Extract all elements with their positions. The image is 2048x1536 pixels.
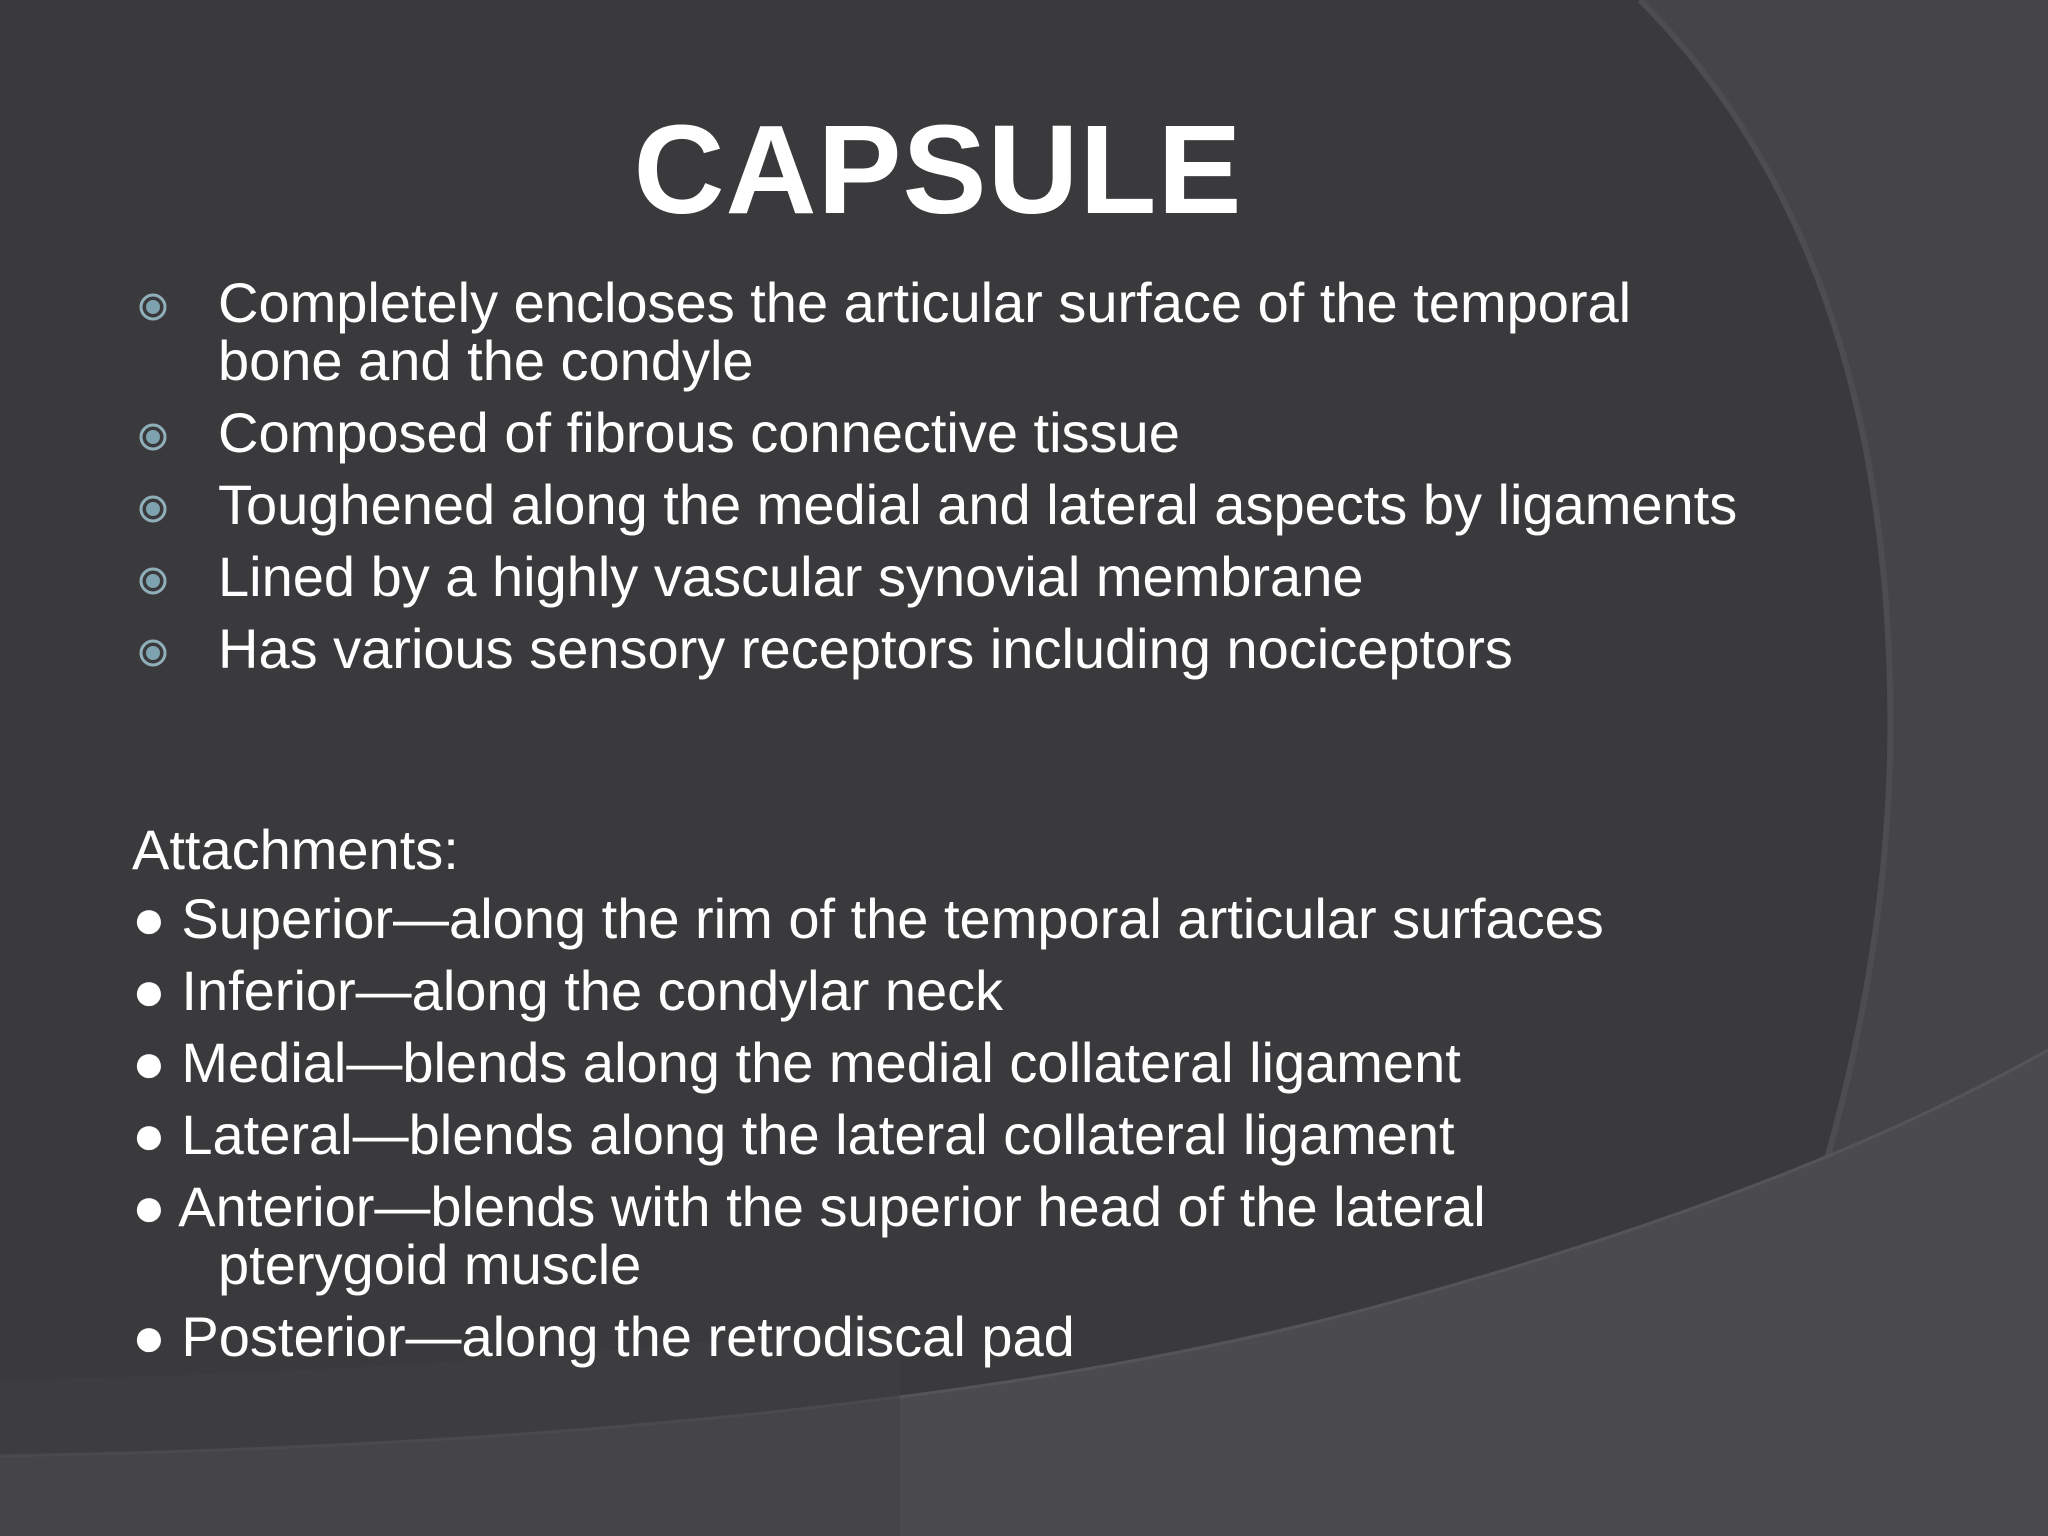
circle-dot-bullet-icon xyxy=(138,638,168,668)
bullet-item xyxy=(130,271,1770,392)
attachment-anterior-line2: pterygoid muscle xyxy=(218,1233,642,1296)
bullet-text: Composed of fibrous connective tissue xyxy=(218,401,1180,464)
circle-dot-bullet-icon xyxy=(138,494,168,524)
attachment-item-lateral: ● Lateral—blends along the lateral collateral ligament xyxy=(132,1103,1455,1166)
bullet-item xyxy=(130,617,1770,680)
bullet-text: Toughened along the medial and lateral aspects by ligaments xyxy=(218,473,1738,536)
attachment-item-posterior: ● Posterior—along the retrodiscal pad xyxy=(132,1305,1075,1368)
attachment-item-anterior xyxy=(132,1175,1772,1296)
circle-dot-bullet-icon xyxy=(138,422,168,452)
attachment-item-inferior: ● Inferior—along the condylar neck xyxy=(132,959,1004,1022)
circle-dot-bullet-icon xyxy=(138,566,168,596)
bullet-item xyxy=(130,401,1770,464)
bullet-text: Lined by a highly vascular synovial membrane xyxy=(218,545,1364,608)
bullet-text: Has various sensory receptors including nociceptors xyxy=(218,617,1513,680)
bullet-list xyxy=(130,271,1770,692)
attachments-heading: Attachments: xyxy=(132,818,459,881)
bullet-item xyxy=(130,473,1770,536)
slide-title: CAPSULE xyxy=(633,99,1243,240)
attachment-item-medial: ● Medial—blends along the medial collateral ligament xyxy=(132,1031,1461,1094)
attachments-section xyxy=(132,818,1772,1380)
bullet-item xyxy=(130,545,1770,608)
circle-dot-bullet-icon xyxy=(138,292,168,322)
bullet-text: Completely encloses the articular surface of the temporal bone and the condyle xyxy=(218,271,1632,392)
attachment-item-superior: ● Superior—along the rim of the temporal articular surfaces xyxy=(132,887,1604,950)
attachment-anterior-line1: ● Anterior—blends with the superior head of the lateral xyxy=(132,1175,1486,1238)
